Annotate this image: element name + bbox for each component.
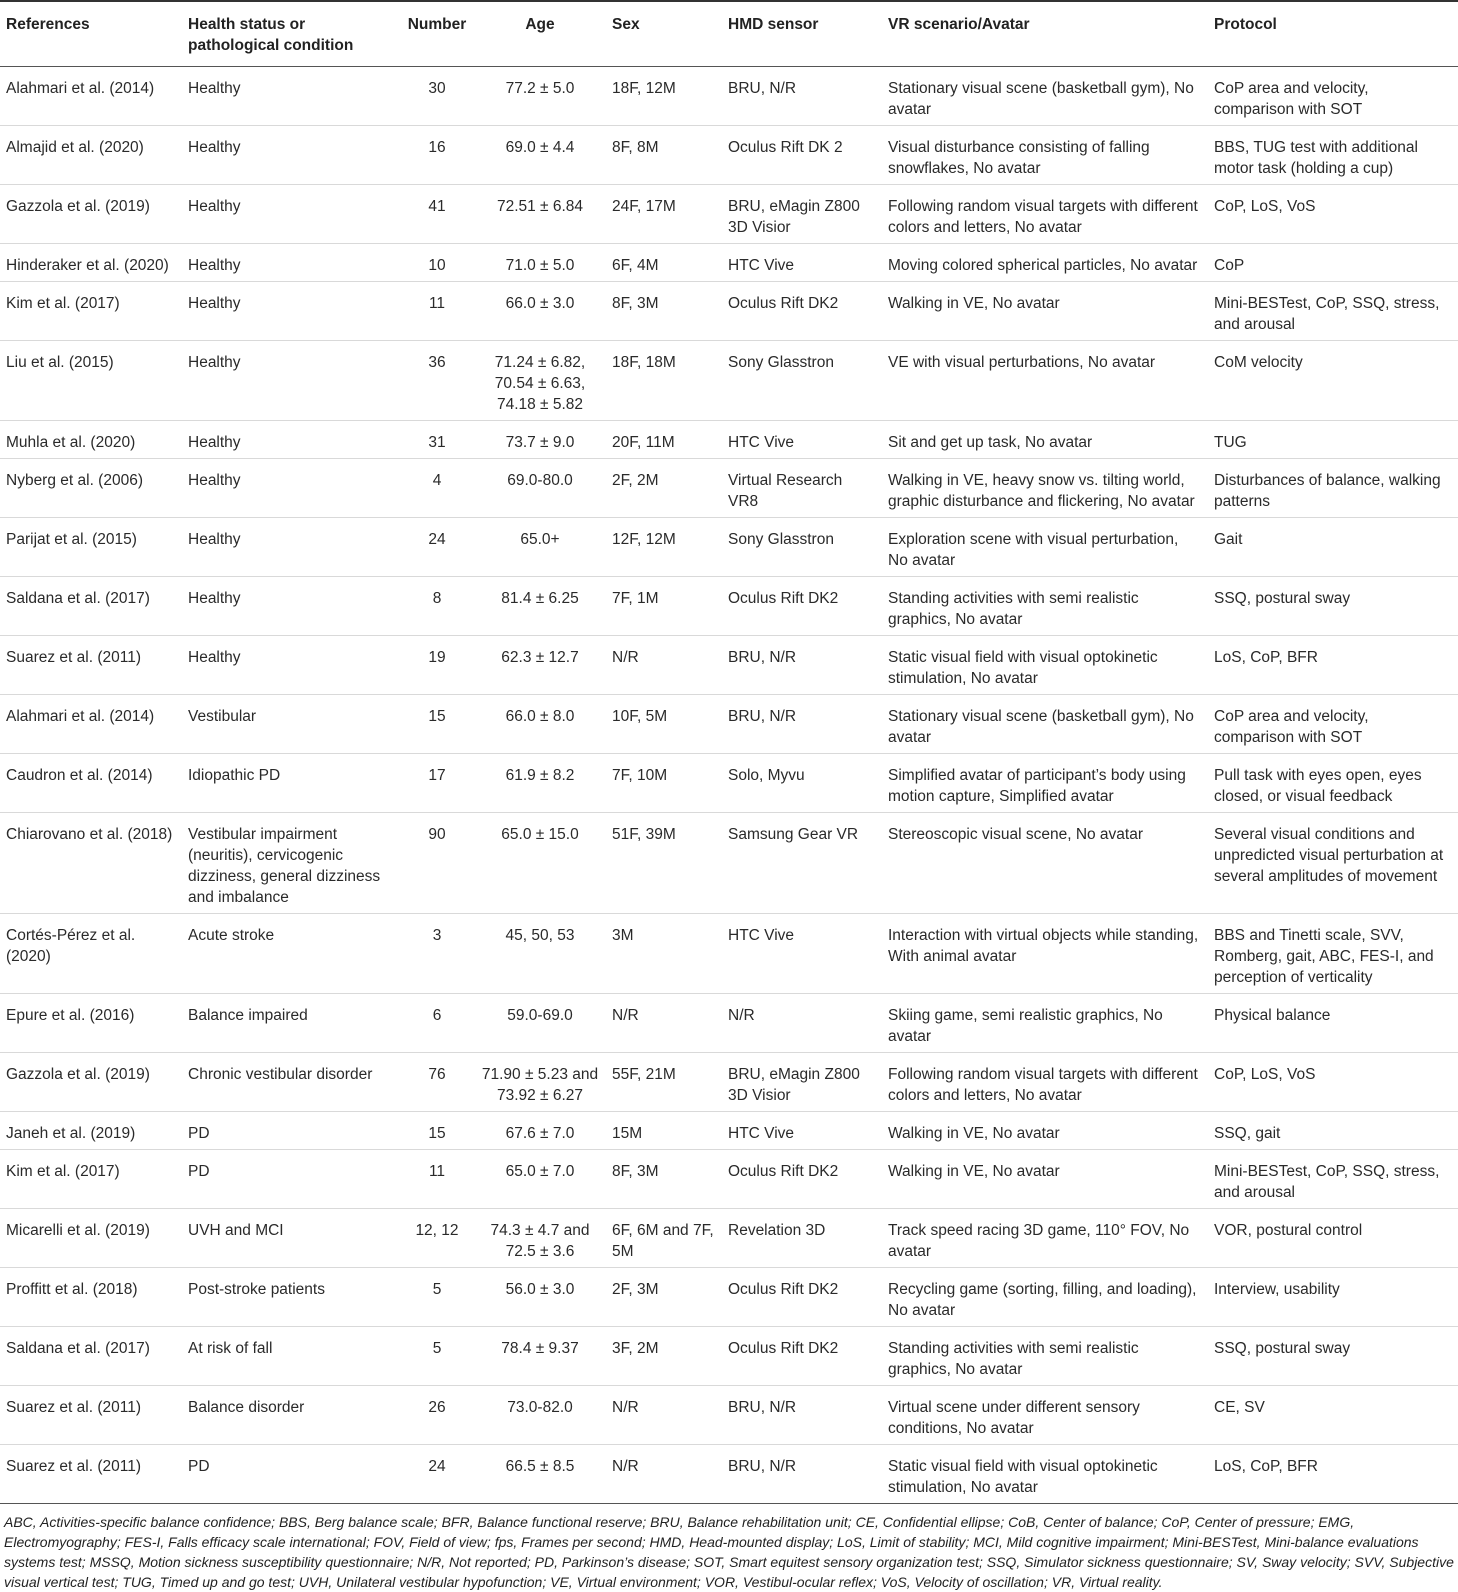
cell-health-status: Healthy	[188, 354, 241, 371]
cell-age: 73.0-82.0	[507, 1399, 573, 1416]
cell-age: 71.90 ± 5.23 and 73.92 ± 6.27	[481, 1066, 599, 1104]
cell-health-status: Vestibular impairment (neuritis), cervicogenic dizziness, general dizziness and imbalance	[188, 826, 381, 906]
cell-hmd-sensor: Oculus Rift DK2	[728, 1281, 839, 1298]
cell-age: 71.0 ± 5.0	[505, 257, 575, 274]
cell-vr-scenario: Skiing game, semi realistic graphics, No avatar	[888, 1007, 1163, 1045]
cell-vr-scenario: Walking in VE, No avatar	[888, 1125, 1060, 1142]
cell-hmd-sensor: BRU, N/R	[728, 1399, 797, 1416]
cell-number: 26	[428, 1399, 446, 1416]
header-age: Age	[525, 16, 555, 33]
cell-vr-scenario: Static visual field with visual optokinetic stimulation, No avatar	[888, 649, 1158, 687]
cell-health-status: PD	[188, 1458, 210, 1475]
cell-protocol: BBS and Tinetti scale, SVV, Romberg, gait, ABC, FES-I, and perception of verticality	[1214, 927, 1434, 986]
cell-age: 69.0 ± 4.4	[505, 139, 575, 156]
cell-protocol: CoP, LoS, VoS	[1214, 198, 1316, 215]
cell-age: 69.0-80.0	[507, 472, 573, 489]
cell-reference: Micarelli et al. (2019)	[6, 1222, 150, 1239]
cell-health-status: Healthy	[188, 531, 241, 548]
table-row	[0, 1150, 1458, 1209]
cell-age: 66.0 ± 8.0	[505, 708, 575, 725]
table-row	[0, 1053, 1458, 1112]
cell-reference: Cortés-Pérez et al. (2020)	[6, 927, 136, 965]
cell-health-status: PD	[188, 1163, 210, 1180]
cell-health-status: Healthy	[188, 590, 241, 607]
header-number: Number	[407, 16, 467, 33]
cell-hmd-sensor: HTC Vive	[728, 1125, 795, 1142]
cell-health-status: Healthy	[188, 649, 241, 666]
cell-number: 4	[432, 472, 442, 489]
cell-health-status: UVH and MCI	[188, 1222, 284, 1239]
cell-sex: 8F, 8M	[612, 139, 659, 156]
cell-sex: 10F, 5M	[612, 708, 668, 725]
cell-protocol: Physical balance	[1214, 1007, 1331, 1024]
cell-age: 66.0 ± 3.0	[505, 295, 575, 312]
cell-number: 3	[432, 927, 442, 944]
cell-age: 71.24 ± 6.82, 70.54 ± 6.63, 74.18 ± 5.82	[494, 354, 586, 413]
cell-protocol: Interview, usability	[1214, 1281, 1340, 1298]
table-row	[0, 577, 1458, 636]
cell-age: 81.4 ± 6.25	[501, 590, 579, 607]
cell-sex: 15M	[612, 1125, 643, 1142]
cell-number: 30	[428, 80, 446, 97]
cell-hmd-sensor: HTC Vive	[728, 257, 795, 274]
cell-number: 10	[428, 257, 446, 274]
cell-number: 5	[432, 1340, 442, 1357]
table-row	[0, 282, 1458, 341]
cell-sex: 12F, 12M	[612, 531, 676, 548]
cell-protocol: CoP area and velocity, comparison with SOT	[1214, 708, 1369, 746]
header-vr-scenario: VR scenario/Avatar	[888, 16, 1030, 33]
cell-number: 36	[428, 354, 446, 371]
cell-protocol: CoP area and velocity, comparison with SOT	[1214, 80, 1369, 118]
cell-age: 65.0 ± 7.0	[505, 1163, 575, 1180]
table-row	[0, 244, 1458, 282]
cell-reference: Suarez et al. (2011)	[6, 1458, 141, 1475]
cell-age: 74.3 ± 4.7 and 72.5 ± 3.6	[490, 1222, 590, 1260]
cell-reference: Nyberg et al. (2006)	[6, 472, 143, 489]
cell-health-status: PD	[188, 1125, 210, 1142]
cell-sex: 3M	[612, 927, 634, 944]
cell-hmd-sensor: BRU, N/R	[728, 80, 797, 97]
table-row	[0, 695, 1458, 754]
cell-protocol: Mini-BESTest, CoP, SSQ, stress, and arousal	[1214, 295, 1440, 333]
cell-hmd-sensor: BRU, N/R	[728, 708, 797, 725]
cell-sex: 3F, 2M	[612, 1340, 659, 1357]
table-row	[0, 67, 1458, 126]
cell-sex: N/R	[612, 1007, 639, 1024]
cell-health-status: Healthy	[188, 295, 241, 312]
table-row	[0, 754, 1458, 813]
cell-number: 5	[432, 1281, 442, 1298]
cell-protocol: CE, SV	[1214, 1399, 1265, 1416]
cell-protocol: Disturbances of balance, walking patterns	[1214, 472, 1441, 510]
cell-sex: 7F, 1M	[612, 590, 659, 607]
cell-sex: 51F, 39M	[612, 826, 676, 843]
cell-age: 65.0 ± 15.0	[501, 826, 579, 843]
cell-protocol: LoS, CoP, BFR	[1214, 1458, 1318, 1475]
cell-vr-scenario: VE with visual perturbations, No avatar	[888, 354, 1156, 371]
cell-vr-scenario: Stationary visual scene (basketball gym), No avatar	[888, 80, 1194, 118]
header-row	[0, 1, 1458, 67]
cell-vr-scenario: Standing activities with semi realistic graphics, No avatar	[888, 1340, 1139, 1378]
cell-health-status: Healthy	[188, 434, 241, 451]
cell-sex: 7F, 10M	[612, 767, 668, 784]
cell-sex: 2F, 3M	[612, 1281, 659, 1298]
cell-number: 90	[428, 826, 446, 843]
cell-sex: 20F, 11M	[612, 434, 675, 451]
cell-vr-scenario: Stereoscopic visual scene, No avatar	[888, 826, 1144, 843]
cell-vr-scenario: Static visual field with visual optokinetic stimulation, No avatar	[888, 1458, 1158, 1496]
cell-protocol: CoP	[1214, 257, 1245, 274]
table-footnote: ABC, Activities-specific balance confidence; BBS, Berg balance scale; BFR, Balance functional reserve; BRU, Balance rehabilitation unit; CE, Confidential ellipse; CoB, Center of balance; CoP, Center of pressure; EMG, Electromyography; FES-I, Falls efficacy scale international; FOV, Field of view; fps, Frames per second; HMD, Head-mounted display; LoS, Limit of stability; MCI, Mild cognitive impairment; Mini-BESTest, Mini-balance evaluations systems test; MSSQ, Motion sickness susceptibility questionnaire; N/R, Not reported; PD, Parkinson’s disease; SOT, Smart equitest sensory organization test; SSQ, Simulator sickness questionnaire; SV, Sway velocity; SVV, Subjective visual vertical test; TUG, Timed up and go test; UVH, Unilateral vestibular hypofunction; VE, Virtual environment; VOR, Vestibul-ocular reflex; VoS, Velocity of oscillation; VR, Virtual reality.	[4, 1514, 1454, 1590]
cell-reference: Muhla et al. (2020)	[6, 434, 136, 451]
cell-vr-scenario: Walking in VE, No avatar	[888, 295, 1060, 312]
cell-protocol: SSQ, gait	[1214, 1125, 1281, 1142]
cell-hmd-sensor: BRU, N/R	[728, 1458, 797, 1475]
table-row	[0, 459, 1458, 518]
cell-reference: Chiarovano et al. (2018)	[6, 826, 173, 843]
cell-hmd-sensor: Virtual Research VR8	[728, 472, 843, 510]
cell-health-status: Healthy	[188, 139, 241, 156]
table-body	[0, 67, 1458, 1504]
cell-hmd-sensor: Oculus Rift DK2	[728, 295, 839, 312]
cell-reference: Janeh et al. (2019)	[6, 1125, 136, 1142]
cell-protocol: LoS, CoP, BFR	[1214, 649, 1318, 666]
table-row	[0, 518, 1458, 577]
table-row	[0, 1209, 1458, 1268]
cell-vr-scenario: Following random visual targets with different colors and letters, No avatar	[888, 1066, 1198, 1104]
cell-reference: Kim et al. (2017)	[6, 295, 120, 312]
cell-vr-scenario: Walking in VE, No avatar	[888, 1163, 1060, 1180]
cell-sex: N/R	[612, 649, 639, 666]
cell-age: 72.51 ± 6.84	[496, 198, 584, 215]
cell-protocol: Mini-BESTest, CoP, SSQ, stress, and arousal	[1214, 1163, 1440, 1201]
cell-number: 24	[428, 531, 446, 548]
cell-reference: Saldana et al. (2017)	[6, 1340, 150, 1357]
cell-protocol: TUG	[1214, 434, 1247, 451]
cell-age: 67.6 ± 7.0	[505, 1125, 575, 1142]
cell-vr-scenario: Following random visual targets with different colors and letters, No avatar	[888, 198, 1198, 236]
cell-vr-scenario: Track speed racing 3D game, 110° FOV, No avatar	[888, 1222, 1190, 1260]
cell-number: 31	[428, 434, 446, 451]
cell-sex: 8F, 3M	[612, 295, 659, 312]
table-row	[0, 1386, 1458, 1445]
cell-hmd-sensor: HTC Vive	[728, 434, 795, 451]
cell-age: 66.5 ± 8.5	[505, 1458, 575, 1475]
header-sex: Sex	[612, 16, 640, 33]
cell-number: 24	[428, 1458, 446, 1475]
cell-sex: 24F, 17M	[612, 198, 676, 215]
header-references: References	[6, 16, 90, 33]
cell-sex: 18F, 12M	[612, 80, 676, 97]
cell-health-status: Healthy	[188, 80, 241, 97]
cell-sex: N/R	[612, 1399, 639, 1416]
cell-number: 11	[428, 295, 446, 312]
cell-hmd-sensor: BRU, N/R	[728, 649, 797, 666]
cell-protocol: SSQ, postural sway	[1214, 1340, 1351, 1357]
cell-number: 41	[428, 198, 446, 215]
cell-health-status: At risk of fall	[188, 1340, 273, 1357]
header-hmd-sensor: HMD sensor	[728, 16, 819, 33]
cell-health-status: Acute stroke	[188, 927, 275, 944]
cell-sex: 18F, 18M	[612, 354, 676, 371]
cell-age: 78.4 ± 9.37	[501, 1340, 579, 1357]
cell-hmd-sensor: Samsung Gear VR	[728, 826, 859, 843]
cell-reference: Alahmari et al. (2014)	[6, 80, 155, 97]
cell-age: 56.0 ± 3.0	[505, 1281, 575, 1298]
cell-vr-scenario: Sit and get up task, No avatar	[888, 434, 1093, 451]
cell-hmd-sensor: Oculus Rift DK2	[728, 590, 839, 607]
cell-number: 15	[428, 1125, 446, 1142]
cell-age: 73.7 ± 9.0	[505, 434, 575, 451]
cell-protocol: CoM velocity	[1214, 354, 1303, 371]
cell-health-status: Chronic vestibular disorder	[188, 1066, 373, 1083]
cell-number: 17	[428, 767, 446, 784]
cell-vr-scenario: Visual disturbance consisting of falling snowflakes, No avatar	[888, 139, 1150, 177]
cell-reference: Kim et al. (2017)	[6, 1163, 120, 1180]
cell-hmd-sensor: Sony Glasstron	[728, 531, 834, 548]
cell-vr-scenario: Moving colored spherical particles, No avatar	[888, 257, 1198, 274]
cell-age: 62.3 ± 12.7	[501, 649, 579, 666]
cell-hmd-sensor: Sony Glasstron	[728, 354, 834, 371]
cell-health-status: Balance impaired	[188, 1007, 308, 1024]
cell-protocol: BBS, TUG test with additional motor task (holding a cup)	[1214, 139, 1418, 177]
cell-age: 45, 50, 53	[505, 927, 575, 944]
cell-reference: Caudron et al. (2014)	[6, 767, 153, 784]
table-row	[0, 341, 1458, 421]
table-row	[0, 421, 1458, 459]
cell-hmd-sensor: HTC Vive	[728, 927, 795, 944]
cell-hmd-sensor: N/R	[728, 1007, 755, 1024]
cell-sex: 6F, 6M and 7F, 5M	[612, 1222, 714, 1260]
table-row	[0, 1445, 1458, 1504]
header-protocol: Protocol	[1214, 16, 1277, 33]
cell-reference: Saldana et al. (2017)	[6, 590, 150, 607]
cell-sex: 8F, 3M	[612, 1163, 659, 1180]
cell-reference: Hinderaker et al. (2020)	[6, 257, 169, 274]
table-row	[0, 636, 1458, 695]
cell-vr-scenario: Stationary visual scene (basketball gym), No avatar	[888, 708, 1194, 746]
cell-protocol: Pull task with eyes open, eyes closed, or visual feedback	[1214, 767, 1422, 805]
table-row	[0, 1112, 1458, 1150]
cell-number: 6	[432, 1007, 442, 1024]
cell-number: 11	[428, 1163, 446, 1180]
cell-sex: 2F, 2M	[612, 472, 659, 489]
cell-vr-scenario: Standing activities with semi realistic graphics, No avatar	[888, 590, 1139, 628]
cell-age: 77.2 ± 5.0	[505, 80, 575, 97]
cell-protocol: Gait	[1214, 531, 1243, 548]
table-row	[0, 126, 1458, 185]
cell-hmd-sensor: Oculus Rift DK 2	[728, 139, 843, 156]
cell-health-status: Balance disorder	[188, 1399, 305, 1416]
cell-sex: 55F, 21M	[612, 1066, 676, 1083]
cell-sex: N/R	[612, 1458, 639, 1475]
cell-age: 59.0-69.0	[507, 1007, 573, 1024]
cell-number: 19	[428, 649, 446, 666]
cell-hmd-sensor: BRU, eMagin Z800 3D Visior	[728, 1066, 860, 1104]
cell-hmd-sensor: BRU, eMagin Z800 3D Visior	[728, 198, 860, 236]
cell-number: 16	[428, 139, 446, 156]
table-row	[0, 813, 1458, 914]
cell-vr-scenario: Interaction with virtual objects while standing, With animal avatar	[888, 927, 1199, 965]
cell-health-status: Healthy	[188, 198, 241, 215]
cell-sex: 6F, 4M	[612, 257, 659, 274]
cell-health-status: Idiopathic PD	[188, 767, 281, 784]
cell-vr-scenario: Walking in VE, heavy snow vs. tilting world, graphic disturbance and flickering, No avatar	[888, 472, 1195, 510]
cell-protocol: VOR, postural control	[1214, 1222, 1363, 1239]
table-row	[0, 1268, 1458, 1327]
cell-number: 8	[432, 590, 442, 607]
cell-number: 12, 12	[415, 1222, 459, 1239]
cell-vr-scenario: Virtual scene under different sensory conditions, No avatar	[888, 1399, 1140, 1437]
cell-reference: Proffitt et al. (2018)	[6, 1281, 138, 1298]
table-row	[0, 185, 1458, 244]
cell-hmd-sensor: Revelation 3D	[728, 1222, 826, 1239]
cell-protocol: SSQ, postural sway	[1214, 590, 1351, 607]
header-health-status: Health status or pathological condition	[188, 16, 354, 54]
cell-protocol: Several visual conditions and unpredicted visual perturbation at several amplitudes of movement	[1214, 826, 1444, 885]
cell-age: 61.9 ± 8.2	[505, 767, 575, 784]
cell-reference: Suarez et al. (2011)	[6, 1399, 141, 1416]
cell-protocol: CoP, LoS, VoS	[1214, 1066, 1316, 1083]
cell-number: 76	[428, 1066, 446, 1083]
cell-number: 15	[428, 708, 446, 725]
cell-reference: Gazzola et al. (2019)	[6, 198, 150, 215]
cell-hmd-sensor: Solo, Myvu	[728, 767, 805, 784]
cell-hmd-sensor: Oculus Rift DK2	[728, 1163, 839, 1180]
table-row	[0, 914, 1458, 994]
table-row	[0, 994, 1458, 1053]
cell-reference: Liu et al. (2015)	[6, 354, 114, 371]
cell-health-status: Vestibular	[188, 708, 257, 725]
cell-health-status: Healthy	[188, 472, 241, 489]
table-header	[0, 1, 1458, 67]
cell-reference: Epure et al. (2016)	[6, 1007, 135, 1024]
cell-reference: Alahmari et al. (2014)	[6, 708, 155, 725]
cell-hmd-sensor: Oculus Rift DK2	[728, 1340, 839, 1357]
cell-vr-scenario: Exploration scene with visual perturbation, No avatar	[888, 531, 1179, 569]
cell-health-status: Post-stroke patients	[188, 1281, 325, 1298]
cell-age: 65.0+	[520, 531, 560, 548]
cell-vr-scenario: Simplified avatar of participant’s body using motion capture, Simplified avatar	[888, 767, 1186, 805]
cell-reference: Gazzola et al. (2019)	[6, 1066, 150, 1083]
cell-vr-scenario: Recycling game (sorting, filling, and loading), No avatar	[888, 1281, 1197, 1319]
cell-health-status: Healthy	[188, 257, 241, 274]
table-row	[0, 1327, 1458, 1386]
cell-reference: Almajid et al. (2020)	[6, 139, 144, 156]
cell-reference: Suarez et al. (2011)	[6, 649, 141, 666]
cell-reference: Parijat et al. (2015)	[6, 531, 137, 548]
